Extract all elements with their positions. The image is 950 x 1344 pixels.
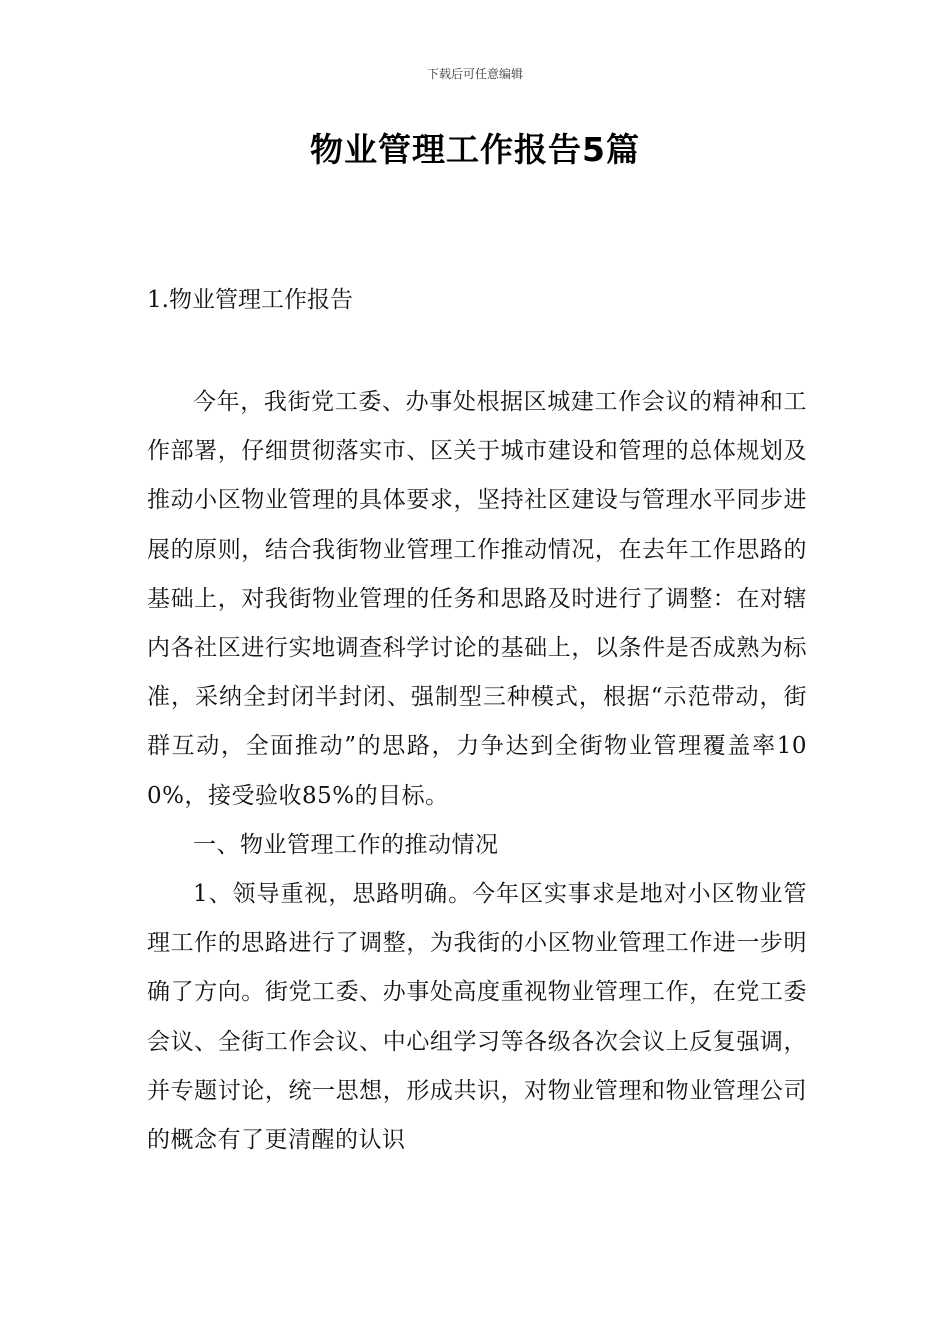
- paragraph-point-1: 1、领导重视，思路明确。今年区实事求是地对小区物业管理工作的思路进行了调整，为我街的小区物业管理工作进一步明确了方向。街党工委、办事处高度重视物业管理工作，在党工委会议、全街工作会议、中心组学习等各级各次会议上反复强调，并专题讨论，统一思想，形成共识，对物业管理和物业管理公司的概念有了更清醒的认识: [147, 881, 807, 1154]
- paragraph-intro: 今年，我街党工委、办事处根据区城建工作会议的精神和工作部署，仔细贯彻落实市、区关于城市建设和管理的总体规划及推动小区物业管理的具体要求，坚持社区建设与管理水平同步进展的原则，结合我街物业管理工作推动情况，在去年工作思路的基础上，对我街物业管理的任务和思路及时进行了调整：在对辖内各社区进行实地调查科学讨论的基础上，以条件是否成熟为标准，采纳全封闭半封闭、强制型三种模式，根据“示范带动，街群互动，全面推动”的思路，力争达到全街物业管理覆盖率100%，接受验收85%的目标。: [147, 389, 807, 809]
- section-heading: 1.物业管理工作报告: [147, 287, 353, 313]
- document-title: 物业管理工作报告5篇: [310, 130, 640, 169]
- body-text: [147, 378, 807, 1165]
- paragraph-subheading: 一、物业管理工作的推动情况: [193, 831, 499, 858]
- header-note: 下载后可任意编辑: [426, 67, 523, 81]
